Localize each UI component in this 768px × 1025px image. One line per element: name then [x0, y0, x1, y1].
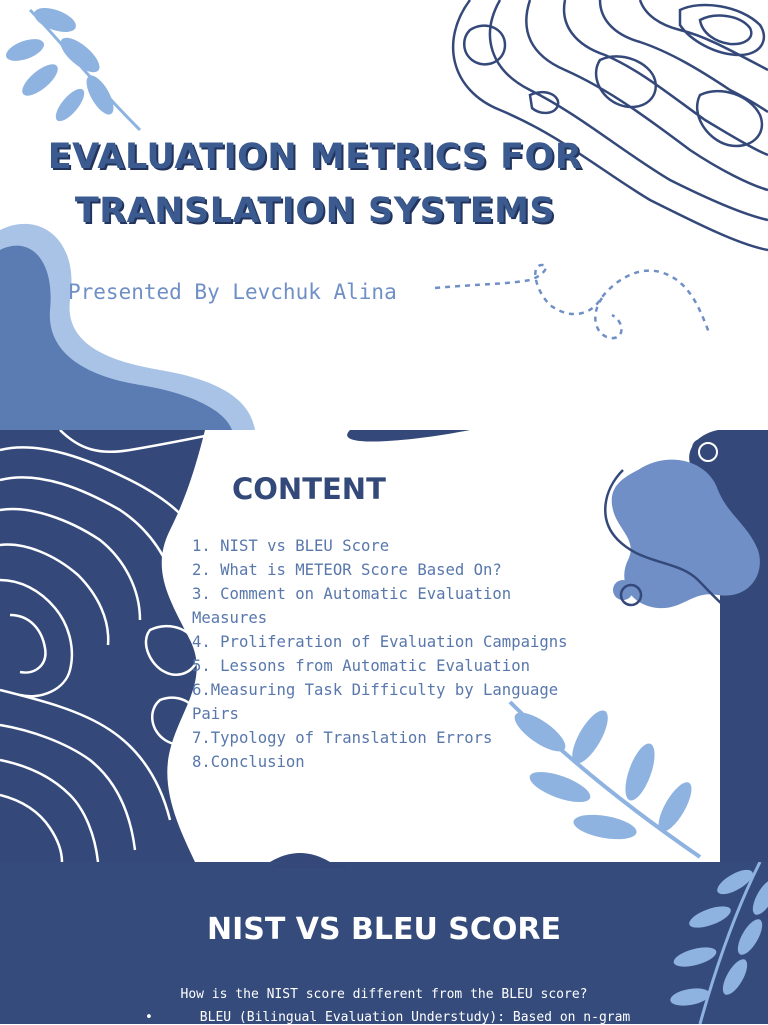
blob-decoration	[0, 210, 260, 430]
toc-item: 2. What is METEOR Score Based On?	[192, 561, 502, 579]
blob-decoration	[598, 430, 768, 650]
content-heading: CONTENT	[232, 472, 386, 506]
bullet-item: • BLEU (Bilingual Evaluation Understudy): Based on n-gram	[145, 1010, 631, 1025]
content-slide	[0, 430, 768, 862]
toc-item: 4. Proliferation of Evaluation Campaigns	[192, 633, 568, 651]
toc-item: 5. Lessons from Automatic Evaluation	[192, 657, 530, 675]
toc-item: 8.Conclusion	[192, 753, 305, 771]
toc-item: 3. Comment on Automatic Evaluation Measures	[192, 585, 512, 627]
title-slide	[0, 0, 768, 430]
title-line-1: EVALUATION METRICS FOR	[47, 137, 583, 177]
bullet-text: BLEU (Bilingual Evaluation Understudy): Based on n-gram	[199, 1010, 631, 1025]
toc-item: 1. NIST vs BLEU Score	[192, 537, 390, 555]
presenter-name: Presented By Levchuk Alina	[68, 280, 397, 304]
toc-item: 6.Measuring Task Difficulty by Language Pairs	[192, 681, 559, 723]
table-of-contents	[192, 534, 592, 774]
leaf-branch-icon	[0, 0, 150, 140]
dashed-path-decoration	[430, 260, 730, 350]
title-line-2: TRANSLATION SYSTEMS	[74, 191, 556, 231]
slide-heading: NIST VS BLEU SCORE	[206, 912, 562, 947]
slide-question: How is the NIST score different from the BLEU score?	[180, 987, 588, 1002]
presentation-title	[0, 130, 630, 238]
toc-item: 7.Typology of Translation Errors	[192, 729, 493, 747]
blob-decoration	[270, 862, 350, 870]
